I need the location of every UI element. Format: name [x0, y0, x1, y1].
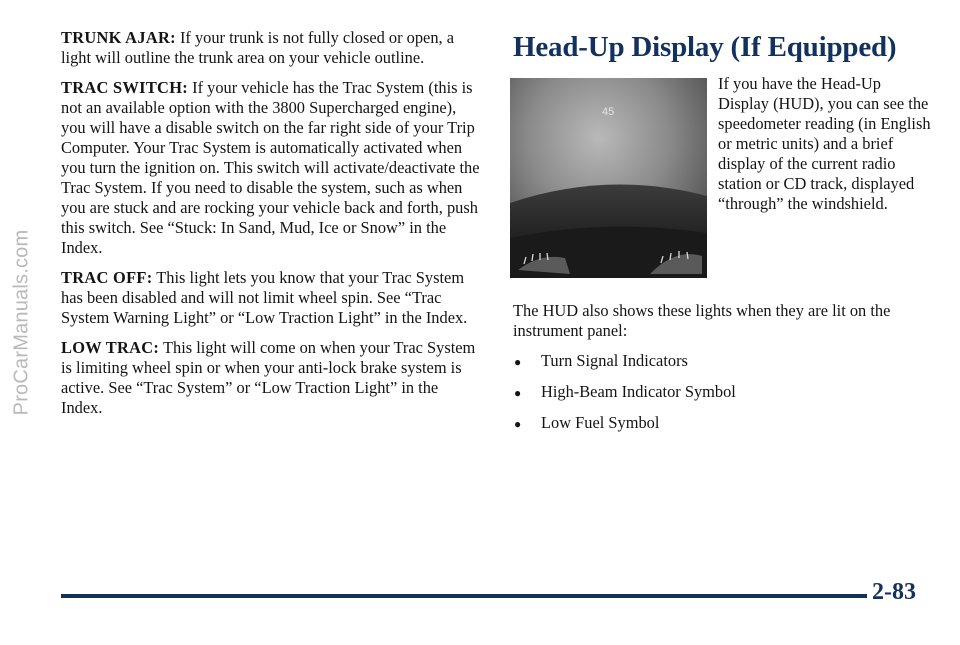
- watermark: [0, 0, 44, 645]
- list-item-label: Turn Signal Indicators: [541, 351, 688, 370]
- term-trac-off: TRAC OFF:: [61, 268, 153, 287]
- hud-windshield-photo: [510, 78, 707, 278]
- watermark-text: ProCarManuals.com: [10, 229, 33, 416]
- text-trac-off: This light lets you know that your Trac System has been disabled and will not limit wheel spin. See “Trac System Warning Light” or “Low Traction Light” in the Index.: [61, 268, 468, 327]
- list-item-label: Low Fuel Symbol: [541, 413, 660, 432]
- list-item: [513, 382, 933, 403]
- bullet-icon: ●: [514, 386, 522, 400]
- paragraph-trac-switch: [61, 78, 481, 258]
- paragraph-low-trac: [61, 338, 481, 418]
- list-item-label: High-Beam Indicator Symbol: [541, 382, 736, 401]
- list-item: [513, 413, 933, 434]
- paragraph-trunk-ajar: [61, 28, 481, 68]
- text-trunk-ajar: If your trunk is not fully closed or open, a light will outline the trunk area on your vehicle outline.: [61, 28, 454, 67]
- footer-rule: [61, 594, 867, 598]
- hud-lights-list: [513, 351, 933, 434]
- term-low-trac: LOW TRAC:: [61, 338, 160, 357]
- bullet-icon: ●: [514, 355, 522, 369]
- list-item: [513, 351, 933, 372]
- hud-lights-intro: The HUD also shows these lights when they are lit on the instrument panel:: [513, 301, 891, 340]
- hud-figure-row: [510, 74, 933, 278]
- left-column: [61, 28, 481, 428]
- bullet-icon: ●: [514, 417, 522, 431]
- hud-description: If you have the Head-Up Display (HUD), you can see the speedometer reading (in English or metric units) and a brief display of the current radio station or CD track, displayed “through” the windshield.: [718, 74, 931, 213]
- page-number: 2-83: [872, 579, 916, 605]
- hud-speed-readout: 45: [602, 106, 615, 118]
- paragraph-trac-off: [61, 268, 481, 328]
- section-heading: Head-Up Display (If Equipped): [513, 31, 897, 63]
- text-trac-switch: If your vehicle has the Trac System (this is not an available option with the 3800 Supercharged engine), you will have a disable switch on the far right side of your Trip Computer. Your Trac System is automatically activated when you turn the ignition on. This switch will activate/deactivate the Trac System. If you need to disable the system, such as when you are stuck and are rocking your vehicle back and forth, push this switch. See “Stuck: In Sand, Mud, Ice or Snow” in the Index.: [61, 78, 480, 257]
- term-trac-switch: TRAC SWITCH:: [61, 78, 189, 97]
- right-column: [513, 28, 933, 444]
- hud-photo-svg: [510, 78, 707, 278]
- term-trunk-ajar: TRUNK AJAR:: [61, 28, 176, 47]
- text-low-trac: This light will come on when your Trac System is limiting wheel spin or when your anti-lock brake system is active. See “Trac System” or “Low Traction Light” in the Index.: [61, 338, 476, 417]
